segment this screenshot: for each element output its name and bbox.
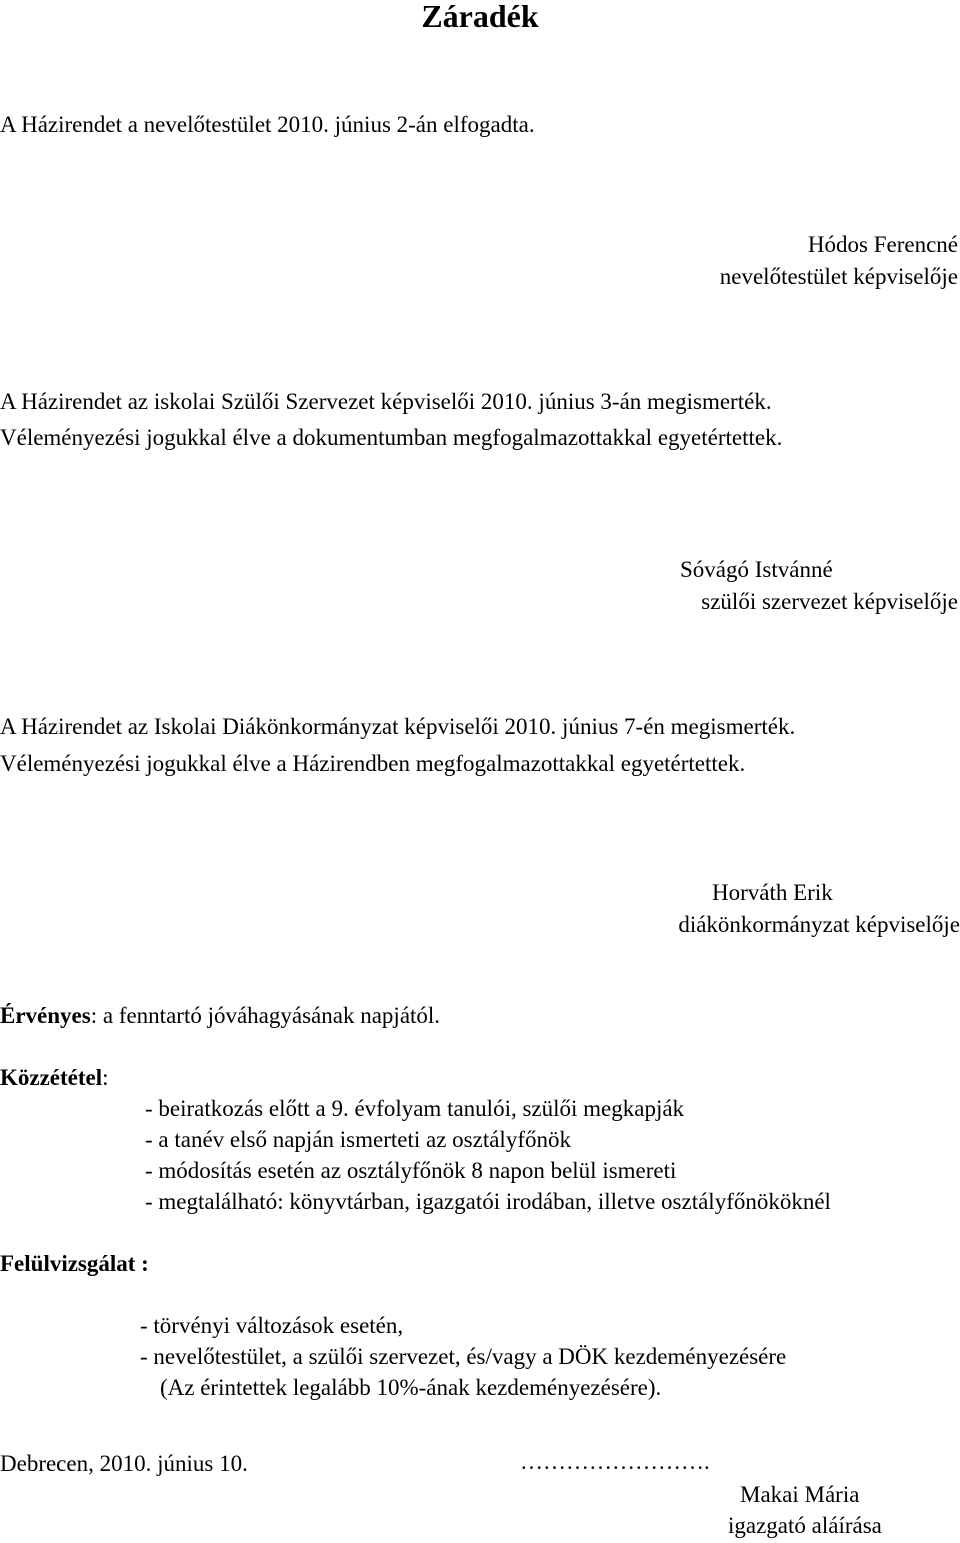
publication-item: - beiratkozás előtt a 9. évfolyam tanulói, szülői megkapják bbox=[145, 1096, 685, 1121]
staff-signer-name: Hódos Ferencné bbox=[807, 232, 958, 257]
parents-statement-line2: Véleményezési jogukkal élve a dokumentumban megfogalmazottakkal egyetértettek. bbox=[0, 425, 783, 450]
adoption-statement: A Házirendet a nevelőtestület 2010. június 2-án elfogadta. bbox=[0, 112, 535, 137]
validity-text: : a fenntartó jóváhagyásának napjától. bbox=[90, 1003, 441, 1028]
principal-name: Makai Mária bbox=[740, 1482, 860, 1507]
parents-statement-line1: A Házirendet az iskolai Szülői Szervezet képviselői 2010. június 3-án megismerték. bbox=[0, 389, 772, 414]
validity-label: Érvényes bbox=[0, 1003, 91, 1028]
students-signer-role: diákönkormányzat képviselője bbox=[678, 912, 960, 937]
students-statement-line1: A Házirendet az Iskolai Diákönkormányzat képviselői 2010. június 7-én megismerték. bbox=[0, 714, 796, 739]
publication-item: - módosítás esetén az osztályfőnök 8 napon belül ismereti bbox=[145, 1158, 677, 1183]
place-and-date: Debrecen, 2010. június 10. bbox=[0, 1451, 248, 1476]
parents-signer-role: szülői szervezet képviselője bbox=[701, 589, 958, 614]
review-label: Felülvizsgálat : bbox=[0, 1251, 149, 1276]
document-title: Záradék bbox=[421, 0, 539, 34]
publication-item: - megtalálható: könyvtárban, igazgatói irodában, illetve osztályfőnököknél bbox=[145, 1189, 831, 1214]
review-item: - nevelőtestület, a szülői szervezet, és/vagy a DÖK kezdeményezésére bbox=[140, 1344, 787, 1369]
publication-heading bbox=[0, 1063, 109, 1093]
validity-line bbox=[0, 1001, 440, 1031]
review-item: - törvényi változások esetén, bbox=[140, 1313, 404, 1338]
principal-role: igazgató aláírása bbox=[728, 1513, 882, 1538]
review-item: (Az érintettek legalább 10%-ának kezdeményezésére). bbox=[160, 1375, 662, 1400]
publication-colon: : bbox=[102, 1065, 109, 1090]
publication-item: - a tanév első napján ismerteti az osztályfőnök bbox=[145, 1127, 571, 1152]
publication-label: Közzététel bbox=[0, 1065, 103, 1090]
parents-signer-name: Sóvágó Istvánné bbox=[680, 557, 833, 582]
staff-signer-role: nevelőtestület képviselője bbox=[719, 264, 958, 289]
students-statement-line2: Véleményezési jogukkal élve a Házirendben megfogalmazottakkal egyetértettek. bbox=[0, 751, 746, 776]
signature-line: ……………………. bbox=[520, 1449, 710, 1474]
students-signer-name: Horváth Erik bbox=[712, 880, 833, 905]
